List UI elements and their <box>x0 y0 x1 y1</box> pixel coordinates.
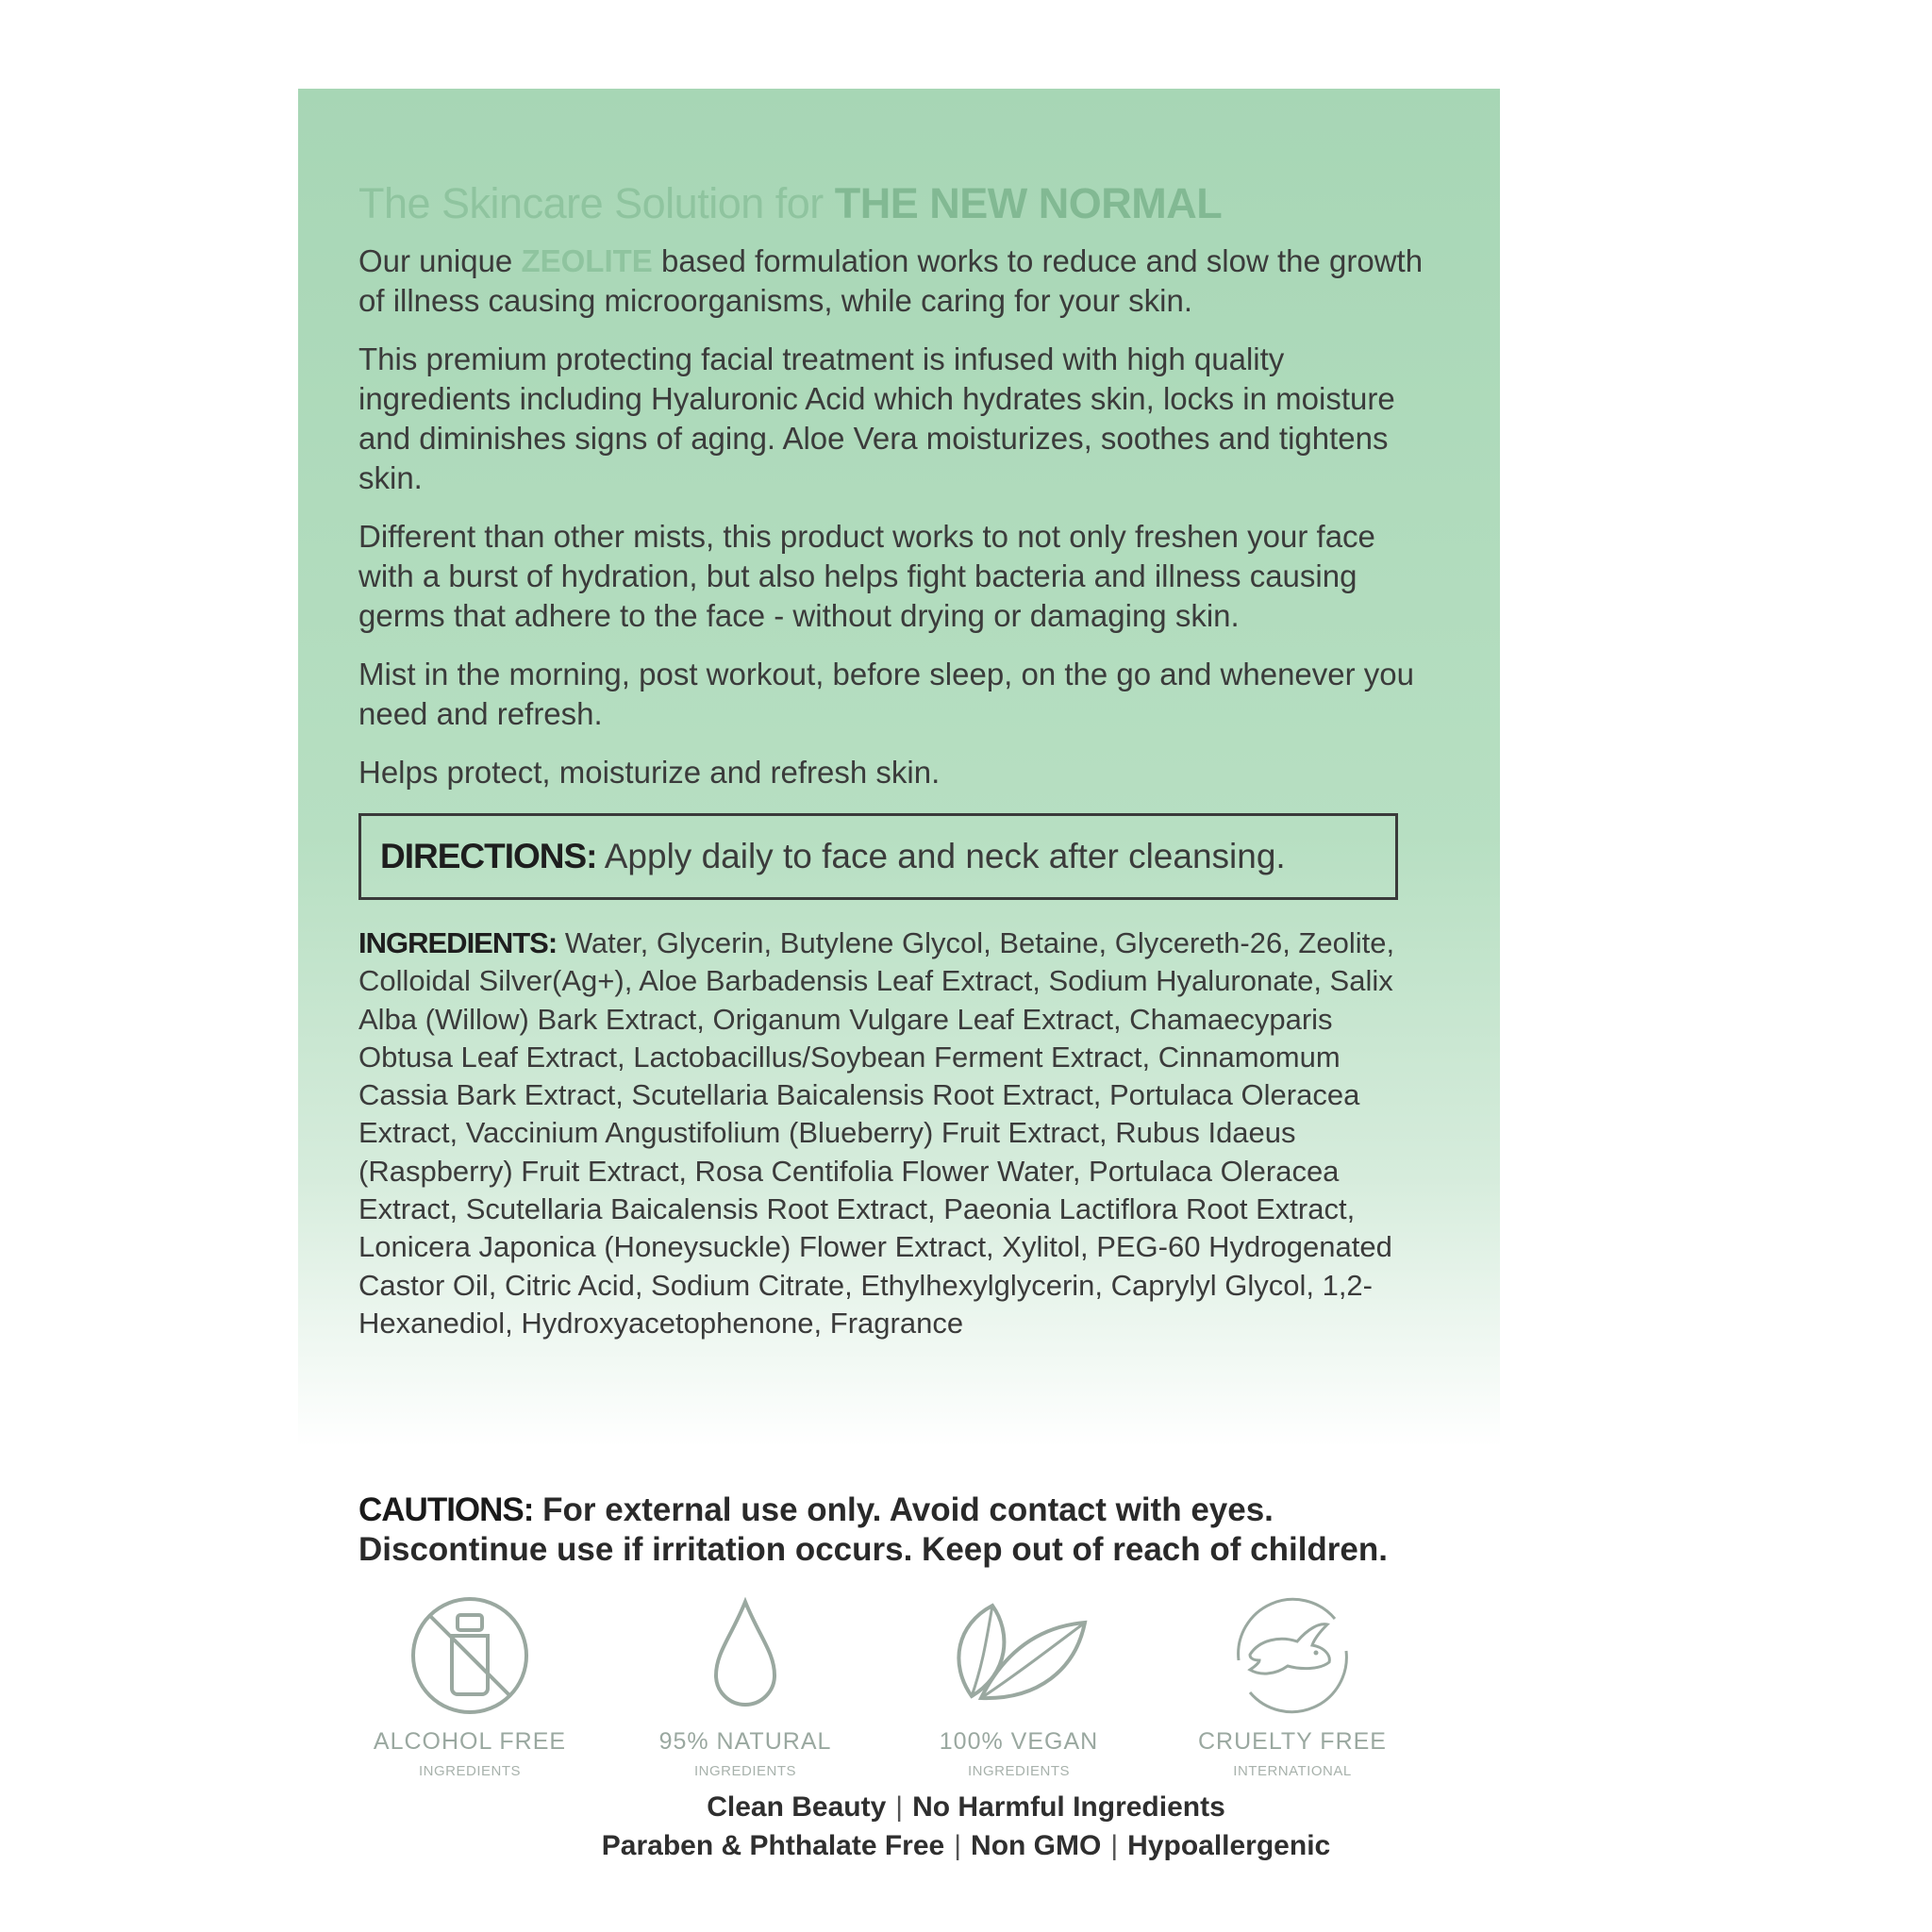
headline-emphasis: THE NEW NORMAL <box>834 179 1223 227</box>
claim-clean-beauty: Clean Beauty <box>707 1791 887 1823</box>
directions-box <box>358 813 1398 900</box>
claim-no-harmful: No Harmful Ingredients <box>912 1791 1225 1823</box>
badge-alcohol-free <box>347 1594 592 1779</box>
water-drop-icon <box>684 1594 807 1717</box>
badge-title: ALCOHOL FREE <box>373 1728 567 1755</box>
badge-vegan <box>896 1594 1141 1779</box>
summary-paragraph: Helps protect, moisturize and refresh skin. <box>358 755 941 790</box>
intro-text-end: based formulation works to reduce and slow the growth of illness causing microorganisms, while caring for your skin. <box>358 243 1424 318</box>
cautions-block <box>358 1491 1434 1570</box>
cautions-line-2: Discontinue use if irritation occurs. Keep out of reach of children. <box>358 1531 1388 1568</box>
badge-subtitle: INGREDIENTS <box>967 1763 1070 1779</box>
claim-paraben-free: Paraben & Phthalate Free <box>601 1830 945 1861</box>
badge-natural <box>623 1594 868 1779</box>
feature-badges <box>0 1594 1932 1783</box>
badge-title: CRUELTY FREE <box>1197 1728 1387 1755</box>
ingredients-benefit-paragraph: This premium protecting facial treatment is infused with high quality ingredients including Hyaluronic Acid which hydrates skin, locks in moisture and diminishes signs of aging. Aloe Vera moisturizes, soothes and tightens skin. <box>358 341 1395 495</box>
cautions-line-1: For external use only. Avoid contact with eyes. <box>542 1491 1274 1528</box>
badge-title: 95% NATURAL <box>658 1728 832 1755</box>
claim-hypoallergenic: Hypoallergenic <box>1127 1830 1331 1861</box>
leaf-icon <box>943 1594 1094 1717</box>
headline <box>358 179 1434 228</box>
claim-separator: | <box>1110 1830 1119 1861</box>
claims-line-2 <box>0 1826 1932 1865</box>
headline-prefix: The Skincare Solution for <box>358 179 824 227</box>
product-description <box>358 179 1434 1342</box>
claim-separator: | <box>895 1791 904 1823</box>
ingredients-list <box>358 924 1434 1342</box>
no-alcohol-bottle-icon <box>408 1594 531 1717</box>
ingredients-text: Water, Glycerin, Butylene Glycol, Betaine, Glycereth-26, Zeolite, Colloidal Silver(Ag+), Aloe Barbadensis Leaf Extract, Sodium Hyaluronate, Salix Alba (Willow) Bark Extract, Origanum Vulgare Leaf Extract, Chamaecyparis Obtusa Leaf Extract, Lactobacillus/Soybean Ferment Extract, Cinnamomum Cassia Bark Extract, Scutellaria Baicalensis Root Extract, Portulaca Oleracea Extract, Vaccinium Angustifolium (Blueberry) Fruit Extract, Rubus Idaeus (Raspberry) Fruit Extract, Rosa Centifolia Flower Water, Portulaca Oleracea Extract, Scutellaria Baicalensis Root Extract, Paeonia Lactiflora Root Extract, Lonicera Japonica (Honeysuckle) Flower Extract, Xylitol, PEG-60 Hydrogenated Castor Oil, Citric Acid, Sodium Citrate, Ethylhexylglycerin, Caprylyl Glycol, 1,2-Hexanediol, Hydroxyacetophenone, Fragrance <box>358 926 1395 1340</box>
difference-paragraph: Different than other mists, this product works to not only freshen your face with a burst of hydration, but also helps fight bacteria and illness causing germs that adhere to the face - without drying or damaging skin. <box>358 519 1375 633</box>
badge-subtitle: INGREDIENTS <box>418 1763 521 1779</box>
directions-text: Apply daily to face and neck after cleansing. <box>604 837 1286 875</box>
ingredients-label: INGREDIENTS: <box>358 926 558 959</box>
bunny-icon <box>1222 1594 1363 1717</box>
directions-label: DIRECTIONS: <box>380 837 597 875</box>
cautions-label: CAUTIONS: <box>358 1491 534 1528</box>
badge-title: 100% VEGAN <box>939 1728 1099 1755</box>
intro-text-start: Our unique <box>358 243 513 278</box>
claim-separator: | <box>954 1830 962 1861</box>
zeolite-highlight: ZEOLITE <box>521 243 653 278</box>
badge-subtitle: INTERNATIONAL <box>1233 1763 1352 1779</box>
badge-subtitle: INGREDIENTS <box>693 1763 796 1779</box>
usage-paragraph: Mist in the morning, post workout, before sleep, on the go and whenever you need and refresh. <box>358 657 1414 731</box>
claim-non-gmo: Non GMO <box>971 1830 1102 1861</box>
claims-footer <box>0 1788 1932 1865</box>
intro-paragraph <box>358 242 1434 321</box>
claims-line-1 <box>0 1788 1932 1826</box>
badge-cruelty-free <box>1170 1594 1415 1779</box>
